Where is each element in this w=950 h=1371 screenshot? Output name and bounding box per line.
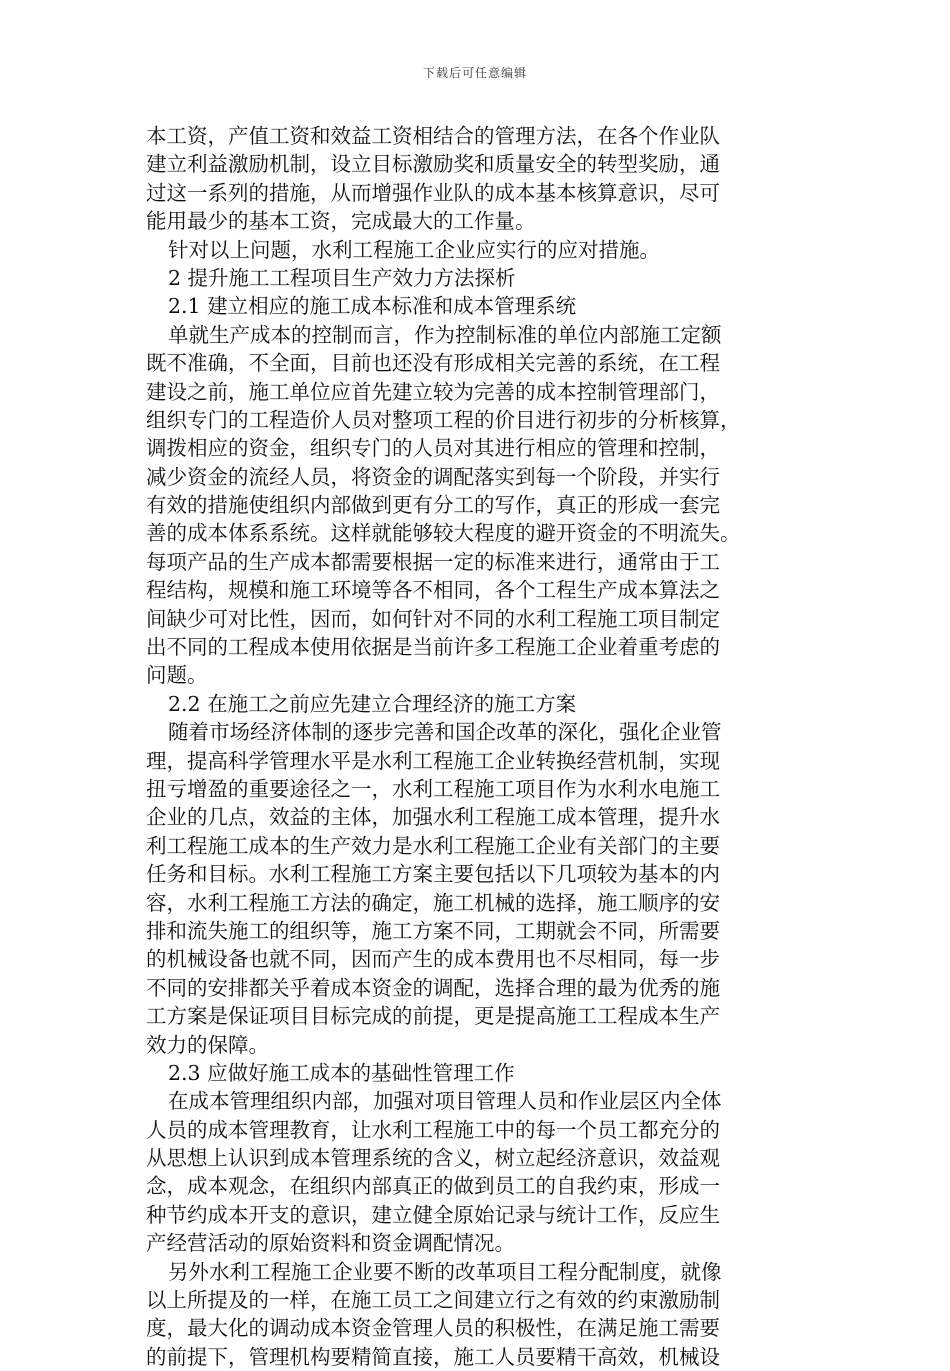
text-line: 在成本管理组织内部，加强对项目管理人员和作业层区内全体 [168, 1089, 722, 1114]
text-line: 随着市场经济体制的逐步完善和国企改革的深化，强化企业管 [168, 720, 722, 745]
text-line: 有效的措施使组织内部做到更有分工的写作，真正的形成一套完 [146, 493, 720, 518]
text-line: 度，最大化的调动成本资金管理人员的积极性，在满足施工需要 [146, 1316, 720, 1341]
text-line: 善的成本体系系统。这样就能够较大程度的避开资金的不明流失。 [146, 521, 741, 546]
text-line: 的前提下，管理机构要精简直接，施工人员要精干高效，机械设 [146, 1344, 720, 1369]
text-line: 既不准确，不全面，目前也还没有形成相关完善的系统，在工程 [146, 351, 720, 376]
text-line: 利工程施工成本的生产效力是水利工程施工企业有关部门的主要 [146, 833, 720, 858]
text-line: 念，成本观念，在组织内部真正的做到员工的自我约束，形成一 [146, 1174, 720, 1199]
text-line: 从思想上认识到成本管理系统的含义，树立起经济意识，效益观 [146, 1146, 720, 1171]
text-line: 调拨相应的资金，组织专门的人员对其进行相应的管理和控制， [146, 436, 720, 461]
text-line: 效力的保障。 [146, 1032, 269, 1057]
text-line: 每项产品的生产成本都需要根据一定的标准来进行，通常由于工 [146, 549, 720, 574]
text-line: 企业的几点，效益的主体，加强水利工程施工成本管理，提升水 [146, 805, 720, 830]
text-line: 容，水利工程施工方法的确定，施工机械的选择，施工顺序的安 [146, 890, 720, 915]
text-line: 2.3 应做好施工成本的基础性管理工作 [168, 1060, 515, 1085]
text-line: 理，提高科学管理水平是水利工程施工企业转换经营机制，实现 [146, 748, 720, 773]
text-line: 2.1 建立相应的施工成本标准和成本管理系统 [168, 294, 577, 319]
text-line: 减少资金的流经人员，将资金的调配落实到每一个阶段，并实行 [146, 464, 720, 489]
page-header: 下载后可任意编辑 [422, 66, 527, 80]
text-line: 问题。 [146, 663, 208, 688]
text-line: 不同的安排都关乎着成本资金的调配，选择合理的最为优秀的施 [146, 975, 720, 1000]
text-line: 出不同的工程成本使用依据是当前许多工程施工企业着重考虑的 [146, 635, 720, 660]
text-line: 产经营活动的原始资料和资金调配情况。 [146, 1231, 515, 1256]
text-line: 排和流失施工的组织等，施工方案不同，工期就会不同，所需要 [146, 918, 720, 943]
text-line: 种节约成本开支的意识，建立健全原始记录与统计工作，反应生 [146, 1202, 720, 1227]
text-line: 任务和目标。水利工程施工方案主要包括以下几项较为基本的内 [146, 862, 720, 887]
text-line: 组织专门的工程造价人员对整项工程的价目进行初步的分析核算， [146, 407, 741, 432]
text-line: 能用最少的基本工资，完成最大的工作量。 [146, 209, 536, 234]
text-line: 扭亏增盈的重要途径之一，水利工程施工项目作为水利水电施工 [146, 776, 720, 801]
text-line: 本工资，产值工资和效益工资相结合的管理方法，在各个作业队 [146, 124, 720, 148]
text-line: 以上所提及的一样，在施工员工之间建立行之有效的约束激励制 [146, 1288, 720, 1313]
text-line: 2.2 在施工之前应先建立合理经济的施工方案 [168, 691, 577, 716]
text-line: 程结构，规模和施工环境等各不相同，各个工程生产成本算法之 [146, 578, 720, 603]
text-line: 间缺少可对比性，因而，如何针对不同的水利工程施工项目制定 [146, 606, 720, 631]
text-line: 工方案是保证项目目标完成的前提，更是提高施工工程成本生产 [146, 1004, 720, 1029]
text-line: 过这一系列的措施，从而增强作业队的成本基本核算意识，尽可 [146, 180, 720, 205]
text-line: 2 提升施工工程项目生产效力方法探析 [168, 265, 516, 290]
document-body [146, 122, 806, 1371]
text-line: 单就生产成本的控制而言，作为控制标准的单位内部施工定额 [168, 322, 722, 347]
text-line: 的机械设备也就不同，因而产生的成本费用也不尽相同，每一步 [146, 947, 720, 972]
text-line: 建立利益激励机制，设立目标激励奖和质量安全的转型奖励，通 [146, 152, 720, 177]
text-line: 建设之前，施工单位应首先建立较为完善的成本控制管理部门， [146, 379, 720, 404]
text-line: 人员的成本管理教育，让水利工程施工中的每一个员工都充分的 [146, 1117, 720, 1142]
text-line: 另外水利工程施工企业要不断的改革项目工程分配制度，就像 [168, 1259, 722, 1284]
text-line: 针对以上问题，水利工程施工企业应实行的应对措施。 [168, 237, 660, 262]
